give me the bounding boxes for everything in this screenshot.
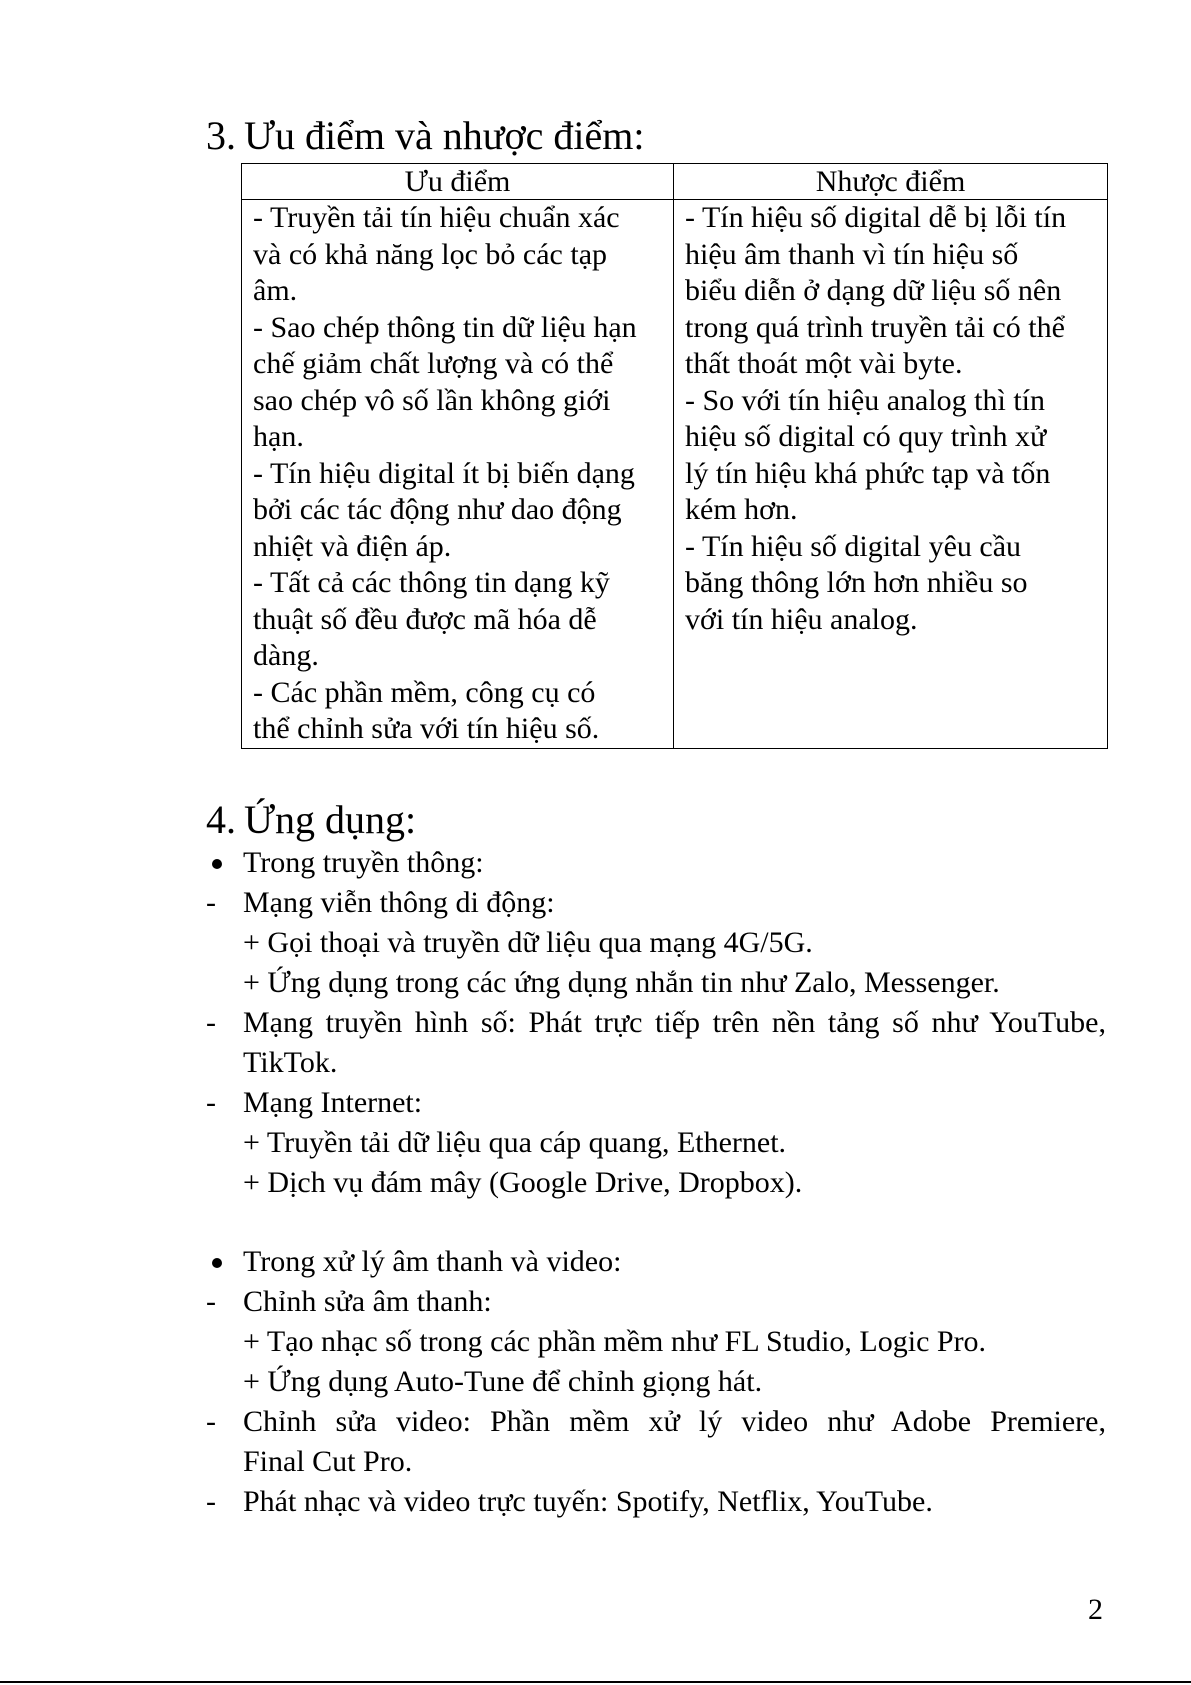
- disadvantages-cell: [674, 200, 1108, 749]
- section-3-heading: [206, 114, 644, 158]
- list-item-text: TikTok.: [243, 1046, 338, 1079]
- table-header-row: [242, 164, 1108, 200]
- disadvantages-header: Nhược điểm: [674, 164, 1108, 200]
- bullet-item: [206, 1242, 1106, 1282]
- table-cell-line: băng thông lớn hơn nhiều so: [685, 566, 1028, 599]
- table-cell-line: bởi các tác động như dao động: [253, 493, 622, 526]
- sub-item: [206, 1442, 1106, 1482]
- list-item-text: Chỉnh sửa âm thanh:: [243, 1285, 492, 1318]
- list-item-text: + Truyền tải dữ liệu qua cáp quang, Ethernet.: [243, 1126, 787, 1159]
- sub-item: [206, 923, 1106, 963]
- table-cell-line: lý tín hiệu khá phức tạp và tốn: [685, 456, 1051, 490]
- table-cell-line: chế giảm chất lượng và có thể: [253, 347, 614, 380]
- dash-marker: -: [206, 1405, 216, 1438]
- list-item-text: Trong xử lý âm thanh và video:: [243, 1245, 622, 1278]
- sub-item: [206, 1163, 1106, 1203]
- dash-item: [206, 1083, 1106, 1123]
- table-cell-line: và có khả năng lọc bỏ các tạp: [253, 237, 608, 271]
- table-cell-line: thuật số đều được mã hóa dễ: [253, 602, 597, 636]
- sub-item: [206, 1322, 1106, 1362]
- dash-marker: -: [206, 1485, 216, 1518]
- table-cell-line: với tín hiệu analog.: [685, 602, 918, 636]
- table-cell-line: thất thoát một vài byte.: [685, 347, 963, 380]
- applications-list: [206, 843, 1106, 1522]
- dash-item: [206, 1402, 1106, 1442]
- table-cell-line: - Các phần mềm, công cụ có: [253, 675, 596, 709]
- list-item-text: Mạng truyền hình số: Phát trực tiếp trên nền tảng số như YouTube,: [243, 1006, 1106, 1039]
- list-item-text: + Gọi thoại và truyền dữ liệu qua mạng 4G/5G.: [243, 926, 813, 959]
- section-4-title: Ứng dụng:: [244, 797, 417, 842]
- list-spacer: [206, 1203, 1106, 1242]
- list-item-text: Phát nhạc và video trực tuyến: Spotify, Netflix, YouTube.: [243, 1485, 933, 1518]
- dash-item: [206, 1282, 1106, 1322]
- dash-item: [206, 1003, 1106, 1043]
- table-cell-line: trong quá trình truyền tải có thể: [685, 310, 1065, 344]
- list-item-text: + Ứng dụng trong các ứng dụng nhắn tin như Zalo, Messenger.: [243, 966, 1000, 999]
- dash-marker: -: [206, 1285, 216, 1318]
- list-item-text: Mạng viễn thông di động:: [243, 886, 555, 919]
- bullet-icon: [212, 859, 222, 869]
- table-cell-line: - Tín hiệu digital ít bị biến dạng: [253, 456, 635, 490]
- table-cell-line: - Tín hiệu số digital yêu cầu: [685, 529, 1022, 563]
- sub-item: [206, 1043, 1106, 1083]
- list-item-text: + Ứng dụng Auto-Tune để chỉnh giọng hát.: [243, 1365, 763, 1398]
- list-item-text: Trong truyền thông:: [243, 846, 484, 879]
- table-cell-line: hiệu âm thanh vì tín hiệu số: [685, 237, 1019, 271]
- table-cell-line: biểu diễn ở dạng dữ liệu số nên: [685, 274, 1062, 307]
- page-number: 2: [1088, 1593, 1103, 1626]
- table-cell-line: hiệu số digital có quy trình xử: [685, 420, 1047, 453]
- advantages-header: Ưu điểm: [242, 164, 674, 200]
- sub-item: [206, 1123, 1106, 1163]
- dash-marker: -: [206, 1086, 216, 1119]
- list-item-text: + Dịch vụ đám mây (Google Drive, Dropbox).: [243, 1166, 803, 1199]
- section-4-number: 4.: [206, 797, 236, 842]
- dash-marker: -: [206, 886, 216, 919]
- table-row: [242, 200, 1108, 749]
- pros-cons-table: [241, 163, 1108, 749]
- section-3-number: 3.: [206, 113, 236, 158]
- dash-item: [206, 1482, 1106, 1522]
- dash-marker: -: [206, 1006, 216, 1039]
- table-cell-line: thể chỉnh sửa với tín hiệu số.: [253, 712, 600, 745]
- table-cell-line: - So với tín hiệu analog thì tín: [685, 383, 1045, 417]
- table-cell-line: - Truyền tải tín hiệu chuẩn xác: [253, 201, 620, 234]
- advantages-cell: [242, 200, 674, 749]
- sub-item: [206, 963, 1106, 1003]
- sub-item: [206, 1362, 1106, 1402]
- list-item-text: + Tạo nhạc số trong các phần mềm như FL Studio, Logic Pro.: [243, 1325, 987, 1358]
- table-cell-line: nhiệt và điện áp.: [253, 529, 452, 563]
- table-cell-line: sao chép vô số lần không giới: [253, 383, 611, 417]
- table-cell-line: - Tín hiệu số digital dễ bị lỗi tín: [685, 201, 1067, 234]
- table-cell-line: - Sao chép thông tin dữ liệu hạn: [253, 310, 637, 344]
- list-item-text: Chỉnh sửa video: Phần mềm xử lý video như Adobe Premiere,: [243, 1405, 1106, 1438]
- section-4-heading: [206, 798, 416, 842]
- table-cell-line: dàng.: [253, 639, 319, 672]
- bullet-icon: [212, 1258, 222, 1268]
- table-cell-line: kém hơn.: [685, 493, 798, 526]
- table-cell-line: âm.: [253, 274, 298, 307]
- bullet-item: [206, 843, 1106, 883]
- dash-item: [206, 883, 1106, 923]
- list-item-text: Mạng Internet:: [243, 1086, 423, 1119]
- table-cell-line: - Tất cả các thông tin dạng kỹ: [253, 566, 610, 599]
- footer-rule: [0, 1681, 1191, 1683]
- table-cell-line: hạn.: [253, 420, 304, 453]
- section-3-title: Ưu điểm và nhược điểm:: [244, 113, 645, 158]
- list-item-text: Final Cut Pro.: [243, 1445, 413, 1478]
